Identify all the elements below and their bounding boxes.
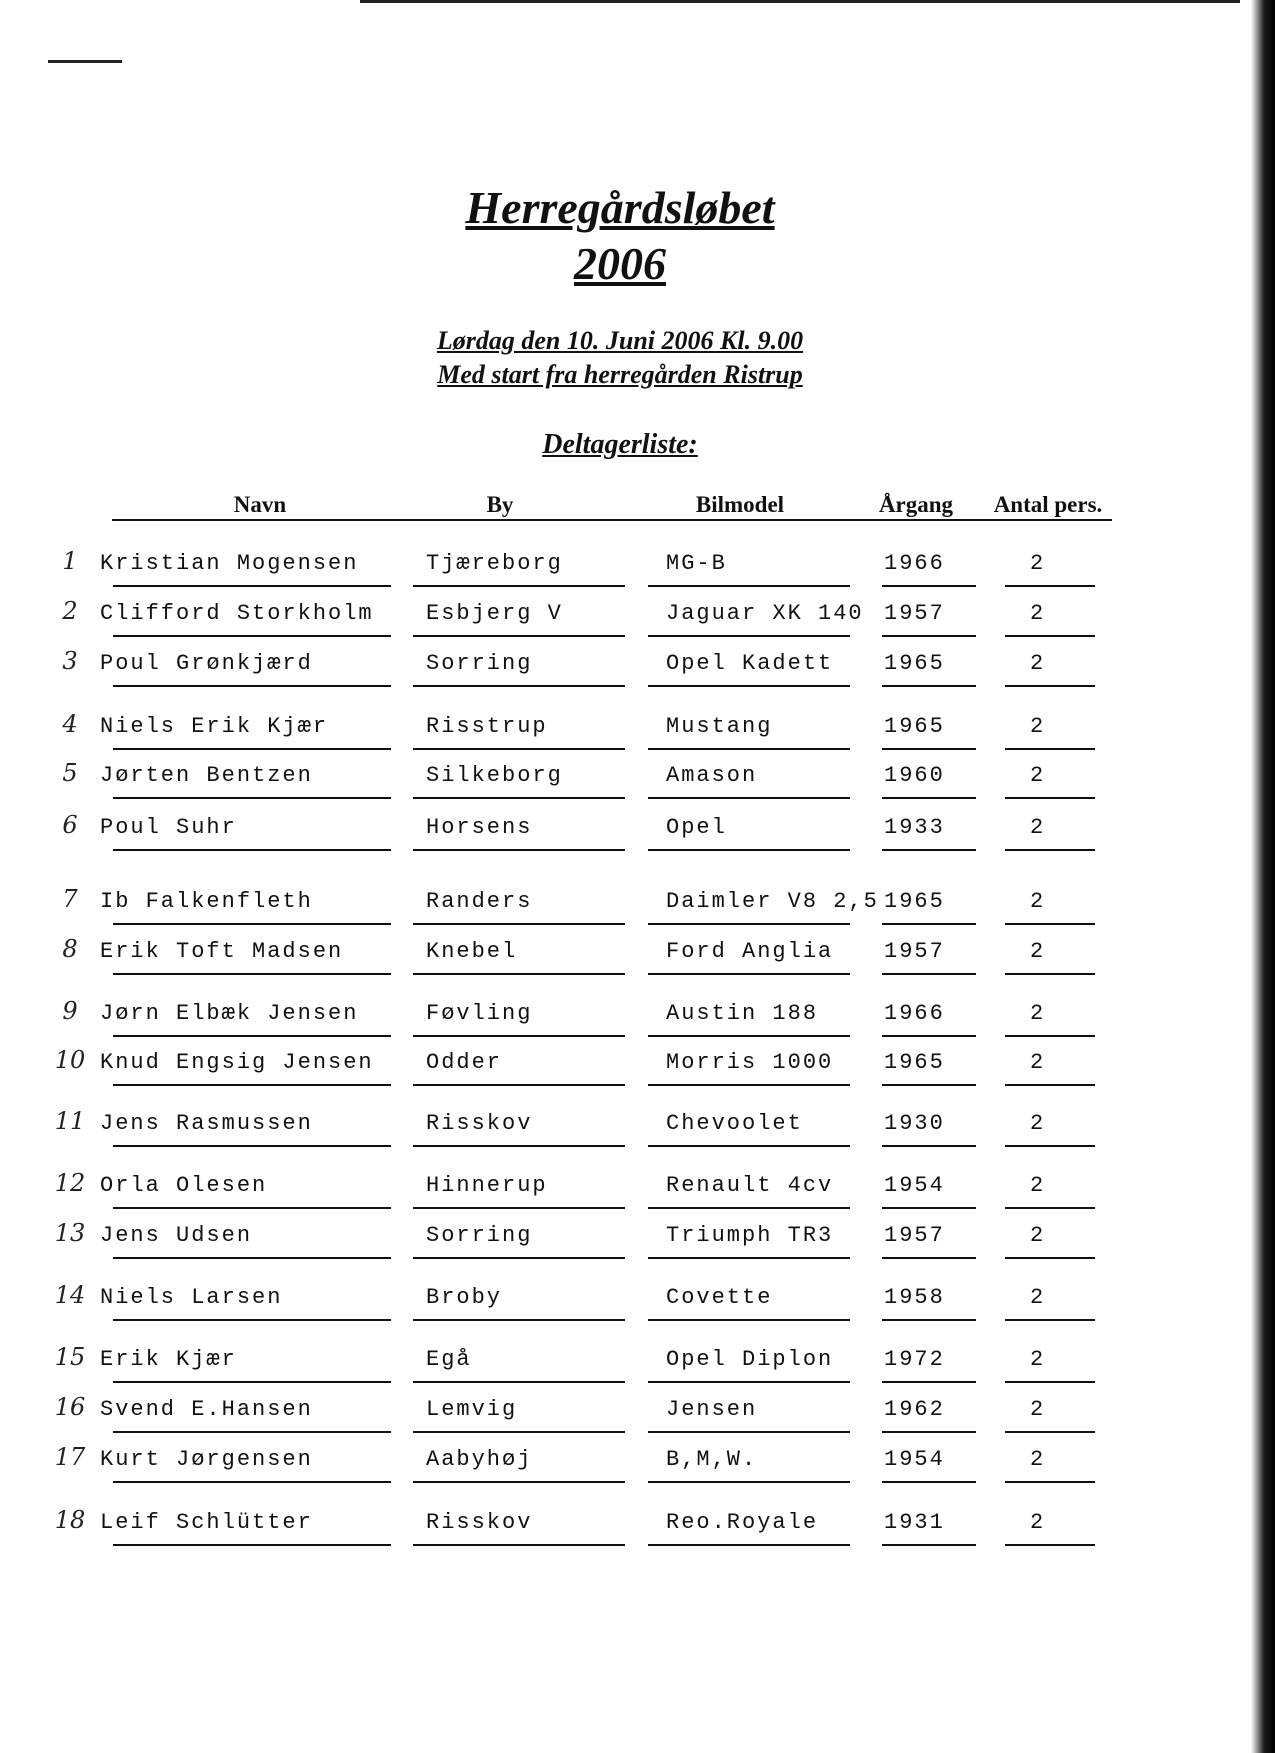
cell-underline	[882, 849, 976, 851]
cell-bilmodel: Opel Diplon	[666, 1347, 834, 1372]
cell-aargang: 1930	[884, 1111, 945, 1136]
cell-underline	[1005, 1035, 1095, 1037]
cell-antal: 2	[1030, 1111, 1046, 1136]
column-header-bilmodel: Bilmodel	[695, 492, 785, 517]
cell-underline	[648, 585, 850, 587]
cell-aargang: 1965	[884, 714, 945, 739]
cell-underline	[1005, 1319, 1095, 1321]
table-row	[0, 1506, 1240, 1568]
cell-antal: 2	[1030, 601, 1046, 626]
cell-underline	[648, 748, 850, 750]
row-number: 12	[54, 1169, 86, 1197]
cell-bilmodel: Chevoolet	[666, 1111, 803, 1136]
cell-antal: 2	[1030, 1510, 1046, 1535]
cell-underline	[648, 1035, 850, 1037]
cell-underline	[1005, 1381, 1095, 1383]
cell-antal: 2	[1030, 763, 1046, 788]
row-number: 13	[54, 1219, 86, 1247]
subtitle-line-1: Lørdag den 10. Juni 2006 Kl. 9.00	[436, 326, 804, 355]
cell-underline	[648, 1481, 850, 1483]
cell-bilmodel: B,M,W.	[666, 1447, 758, 1472]
cell-underline	[413, 797, 625, 799]
cell-by: Risskov	[426, 1510, 533, 1535]
cell-aargang: 1933	[884, 815, 945, 840]
cell-antal: 2	[1030, 1447, 1046, 1472]
table-row	[0, 1443, 1240, 1505]
row-number: 5	[62, 759, 78, 787]
row-number: 17	[54, 1443, 86, 1471]
row-number: 1	[62, 547, 78, 575]
title-line-2: 2006	[574, 238, 666, 289]
cell-by: Føvling	[426, 1001, 533, 1026]
cell-underline	[882, 1544, 976, 1546]
row-number: 15	[54, 1343, 86, 1371]
cell-aargang: 1966	[884, 551, 945, 576]
cell-underline	[113, 585, 391, 587]
row-number: 10	[54, 1046, 86, 1074]
cell-underline	[113, 1431, 391, 1433]
cell-underline	[882, 1381, 976, 1383]
cell-underline	[113, 923, 391, 925]
cell-navn: Poul Grønkjærd	[100, 651, 313, 676]
table-row	[0, 935, 1240, 997]
cell-aargang: 1954	[884, 1173, 945, 1198]
cell-bilmodel: Jaguar XK 140	[666, 601, 864, 626]
cell-underline	[113, 1544, 391, 1546]
cell-underline	[882, 973, 976, 975]
cell-underline	[1005, 1207, 1095, 1209]
cell-bilmodel: Opel	[666, 815, 727, 840]
table-row	[0, 1281, 1240, 1343]
cell-aargang: 1965	[884, 1050, 945, 1075]
cell-underline	[113, 1207, 391, 1209]
cell-navn: Erik Toft Madsen	[100, 939, 344, 964]
cell-underline	[882, 1481, 976, 1483]
row-number: 9	[62, 997, 78, 1025]
row-number: 16	[54, 1393, 86, 1421]
cell-underline	[1005, 1084, 1095, 1086]
cell-underline	[648, 685, 850, 687]
cell-underline	[882, 748, 976, 750]
cell-navn: Knud Engsig Jensen	[100, 1050, 374, 1075]
cell-underline	[648, 1381, 850, 1383]
cell-aargang: 1957	[884, 939, 945, 964]
cell-antal: 2	[1030, 1050, 1046, 1075]
cell-aargang: 1965	[884, 889, 945, 914]
cell-antal: 2	[1030, 551, 1046, 576]
cell-antal: 2	[1030, 939, 1046, 964]
cell-navn: Kurt Jørgensen	[100, 1447, 313, 1472]
document-title	[0, 180, 1240, 292]
cell-navn: Leif Schlütter	[100, 1510, 313, 1535]
cell-underline	[882, 585, 976, 587]
cell-underline	[413, 849, 625, 851]
cell-underline	[1005, 1481, 1095, 1483]
cell-underline	[882, 797, 976, 799]
cell-antal: 2	[1030, 815, 1046, 840]
cell-underline	[413, 1481, 625, 1483]
cell-underline	[413, 585, 625, 587]
cell-navn: Erik Kjær	[100, 1347, 237, 1372]
cell-underline	[648, 1084, 850, 1086]
cell-underline	[648, 923, 850, 925]
cell-underline	[113, 1084, 391, 1086]
cell-underline	[648, 797, 850, 799]
cell-underline	[1005, 748, 1095, 750]
cell-antal: 2	[1030, 1285, 1046, 1310]
cell-underline	[648, 1145, 850, 1147]
cell-by: Randers	[426, 889, 533, 914]
cell-navn: Niels Erik Kjær	[100, 714, 329, 739]
column-header-navn: Navn	[233, 492, 287, 517]
scan-edge-top	[360, 0, 1240, 3]
cell-bilmodel: Ford Anglia	[666, 939, 834, 964]
cell-underline	[113, 635, 391, 637]
cell-underline	[1005, 797, 1095, 799]
cell-aargang: 1966	[884, 1001, 945, 1026]
cell-underline	[413, 1431, 625, 1433]
cell-navn: Niels Larsen	[100, 1285, 283, 1310]
cell-bilmodel: MG-B	[666, 551, 727, 576]
cell-underline	[882, 1431, 976, 1433]
cell-underline	[413, 1145, 625, 1147]
cell-navn: Poul Suhr	[100, 815, 237, 840]
column-header-by: By	[486, 492, 514, 517]
cell-aargang: 1972	[884, 1347, 945, 1372]
cell-underline	[413, 685, 625, 687]
cell-underline	[1005, 1145, 1095, 1147]
cell-aargang: 1957	[884, 1223, 945, 1248]
cell-underline	[882, 685, 976, 687]
cell-underline	[413, 1084, 625, 1086]
cell-bilmodel: Renault 4cv	[666, 1173, 834, 1198]
cell-underline	[113, 1381, 391, 1383]
cell-antal: 2	[1030, 1173, 1046, 1198]
cell-underline	[882, 635, 976, 637]
cell-navn: Kristian Mogensen	[100, 551, 359, 576]
cell-underline	[113, 748, 391, 750]
cell-navn: Orla Olesen	[100, 1173, 268, 1198]
cell-antal: 2	[1030, 1397, 1046, 1422]
cell-bilmodel: Triumph TR3	[666, 1223, 834, 1248]
cell-by: Egå	[426, 1347, 472, 1372]
subtitle-line-2: Med start fra herregården Ristrup	[437, 360, 803, 389]
cell-underline	[1005, 973, 1095, 975]
cell-by: Broby	[426, 1285, 503, 1310]
cell-underline	[1005, 1257, 1095, 1259]
cell-underline	[113, 1145, 391, 1147]
cell-underline	[648, 973, 850, 975]
cell-underline	[882, 1084, 976, 1086]
cell-by: Knebel	[426, 939, 518, 964]
cell-underline	[413, 635, 625, 637]
column-header-antal: Antal pers.	[993, 492, 1103, 517]
cell-underline	[413, 1257, 625, 1259]
cell-antal: 2	[1030, 1001, 1046, 1026]
cell-underline	[1005, 1544, 1095, 1546]
cell-underline	[113, 1481, 391, 1483]
table-row	[0, 1219, 1240, 1281]
scan-mark	[48, 60, 122, 63]
cell-underline	[113, 1257, 391, 1259]
cell-aargang: 1962	[884, 1397, 945, 1422]
cell-underline	[648, 1207, 850, 1209]
event-subtitle	[0, 324, 1240, 392]
cell-aargang: 1965	[884, 651, 945, 676]
cell-by: Tjæreborg	[426, 551, 563, 576]
cell-bilmodel: Amason	[666, 763, 758, 788]
cell-by: Risskov	[426, 1111, 533, 1136]
cell-by: Aabyhøj	[426, 1447, 533, 1472]
cell-by: Silkeborg	[426, 763, 563, 788]
table-row	[0, 1107, 1240, 1169]
cell-underline	[648, 849, 850, 851]
cell-underline	[882, 923, 976, 925]
cell-navn: Jens Rasmussen	[100, 1111, 313, 1136]
cell-antal: 2	[1030, 714, 1046, 739]
cell-navn: Jens Udsen	[100, 1223, 253, 1248]
cell-underline	[1005, 923, 1095, 925]
cell-underline	[1005, 1431, 1095, 1433]
cell-underline	[113, 1035, 391, 1037]
cell-bilmodel: Reo.Royale	[666, 1510, 819, 1535]
cell-underline	[648, 1431, 850, 1433]
table-row	[0, 811, 1240, 873]
row-number: 7	[62, 885, 78, 913]
row-number: 18	[54, 1506, 86, 1534]
cell-underline	[882, 1145, 976, 1147]
cell-aargang: 1960	[884, 763, 945, 788]
cell-underline	[882, 1207, 976, 1209]
cell-by: Odder	[426, 1050, 503, 1075]
cell-underline	[113, 685, 391, 687]
cell-bilmodel: Covette	[666, 1285, 773, 1310]
cell-aargang: 1958	[884, 1285, 945, 1310]
table-row	[0, 647, 1240, 709]
cell-underline	[882, 1257, 976, 1259]
cell-underline	[113, 973, 391, 975]
cell-navn: Clifford Storkholm	[100, 601, 374, 626]
row-number: 6	[62, 811, 78, 839]
row-number: 11	[54, 1107, 86, 1135]
cell-underline	[413, 1381, 625, 1383]
cell-underline	[882, 1035, 976, 1037]
cell-underline	[1005, 585, 1095, 587]
cell-antal: 2	[1030, 651, 1046, 676]
cell-bilmodel: Austin 188	[666, 1001, 819, 1026]
cell-by: Sorring	[426, 651, 533, 676]
cell-bilmodel: Mustang	[666, 714, 773, 739]
cell-underline	[1005, 685, 1095, 687]
row-number: 2	[62, 597, 78, 625]
title-line-1: Herregårdsløbet	[465, 182, 775, 233]
cell-underline	[413, 1544, 625, 1546]
cell-by: Sorring	[426, 1223, 533, 1248]
cell-aargang: 1954	[884, 1447, 945, 1472]
cell-bilmodel: Opel Kadett	[666, 651, 834, 676]
cell-navn: Svend E.Hansen	[100, 1397, 313, 1422]
cell-navn: Ib Falkenfleth	[100, 889, 313, 914]
table-row	[0, 759, 1240, 821]
cell-underline	[113, 797, 391, 799]
table-row	[0, 1046, 1240, 1108]
row-number: 14	[54, 1281, 86, 1309]
cell-aargang: 1931	[884, 1510, 945, 1535]
cell-bilmodel: Morris 1000	[666, 1050, 834, 1075]
cell-antal: 2	[1030, 1223, 1046, 1248]
cell-antal: 2	[1030, 889, 1046, 914]
cell-underline	[413, 748, 625, 750]
column-header-aargang: Årgang	[878, 492, 954, 517]
cell-underline	[648, 1319, 850, 1321]
row-number: 8	[62, 935, 78, 963]
cell-underline	[413, 1035, 625, 1037]
participant-list-label: Deltagerliste:	[542, 429, 698, 460]
cell-underline	[113, 849, 391, 851]
cell-navn: Jørn Elbæk Jensen	[100, 1001, 359, 1026]
cell-underline	[648, 635, 850, 637]
cell-bilmodel: Jensen	[666, 1397, 758, 1422]
cell-underline	[413, 923, 625, 925]
scan-edge-right	[1251, 0, 1275, 1753]
cell-antal: 2	[1030, 1347, 1046, 1372]
cell-by: Risstrup	[426, 714, 548, 739]
cell-underline	[1005, 635, 1095, 637]
cell-underline	[413, 1207, 625, 1209]
row-number: 4	[62, 710, 78, 738]
cell-by: Horsens	[426, 815, 533, 840]
cell-underline	[413, 1319, 625, 1321]
cell-underline	[1005, 849, 1095, 851]
cell-bilmodel: Daimler V8 2,5	[666, 889, 879, 914]
cell-by: Hinnerup	[426, 1173, 548, 1198]
row-number: 3	[62, 647, 78, 675]
cell-underline	[113, 1319, 391, 1321]
header-underline	[112, 519, 1112, 521]
cell-underline	[413, 973, 625, 975]
cell-underline	[882, 1319, 976, 1321]
cell-aargang: 1957	[884, 601, 945, 626]
cell-underline	[648, 1257, 850, 1259]
cell-navn: Jørten Bentzen	[100, 763, 313, 788]
cell-by: Esbjerg V	[426, 601, 563, 626]
cell-by: Lemvig	[426, 1397, 518, 1422]
cell-underline	[648, 1544, 850, 1546]
